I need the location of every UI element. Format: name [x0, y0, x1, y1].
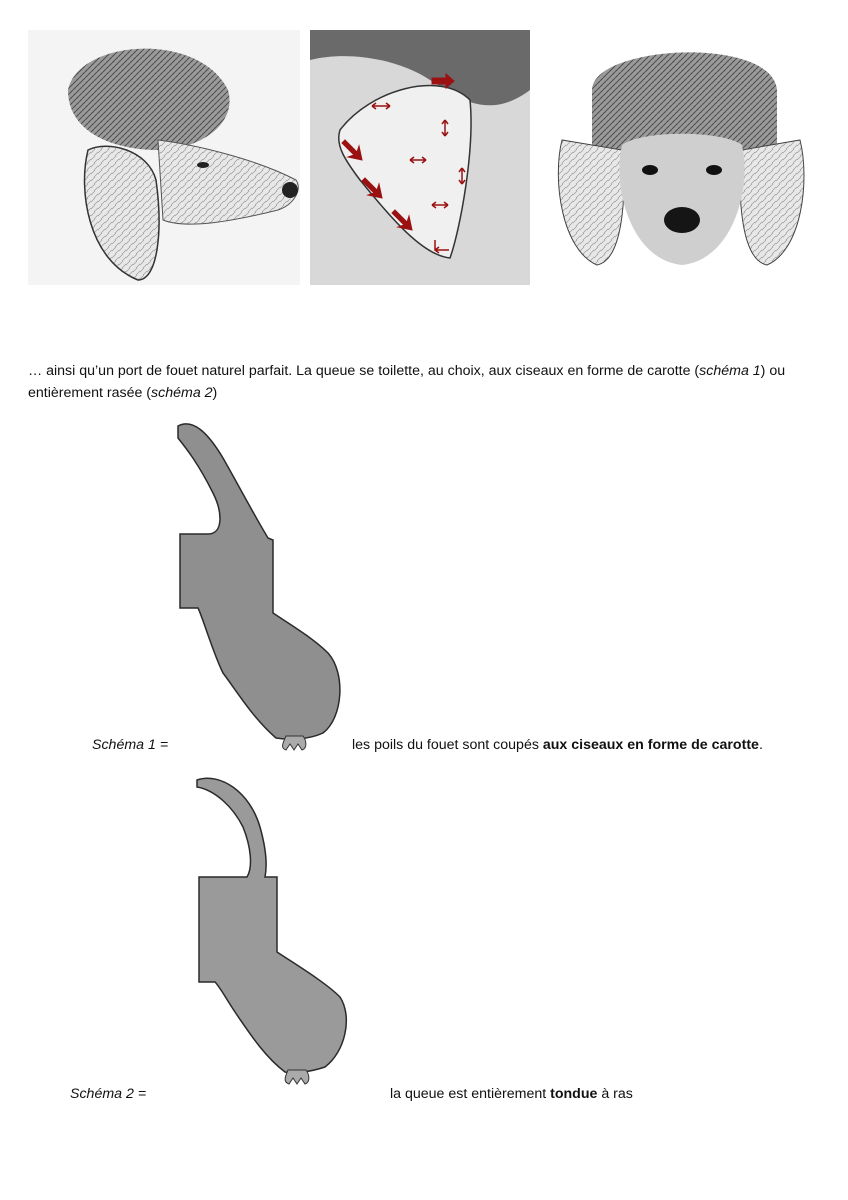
poodle-profile-photo: [28, 30, 300, 285]
poodle-ear-closeup-photo: [310, 30, 530, 285]
carrot-tail-shape: [178, 424, 340, 739]
intro-paragraph: [28, 360, 828, 404]
intro-italic-schema-1: schéma 1: [699, 363, 761, 379]
schema-1-label-text: Schéma 1 =: [92, 737, 169, 753]
intro-text-2: ) ou entièrement rasée (: [28, 363, 786, 401]
schema-1-text-end: .: [758, 737, 763, 753]
poodle-face-illustration: [552, 30, 810, 285]
schema-2-bold: tondue: [550, 1086, 598, 1102]
schema-1-text: les poils du fouet sont coupés: [352, 737, 543, 753]
schema-2-text-end: à ras: [597, 1086, 633, 1102]
poodle-face-photo: [552, 30, 810, 285]
schema-1-description: [352, 737, 763, 753]
schema-2-label-text: Schéma 2 =: [70, 1086, 147, 1102]
schema-2-text: la queue est entièrement: [390, 1086, 551, 1102]
shaved-tail-diagram: [185, 772, 360, 1092]
schema-1-label: [92, 737, 168, 753]
carrot-tail-diagram: [168, 418, 358, 753]
shaved-tail-shape: [197, 778, 346, 1073]
ear-trim-illustration: [310, 30, 530, 285]
intro-text-3: ): [212, 385, 218, 401]
schema-2-label: [70, 1086, 146, 1102]
poodle-profile-illustration: [28, 30, 300, 285]
schema-1-bold: aux ciseaux en forme de carotte: [542, 737, 759, 753]
carrot-tail-paw: [283, 736, 306, 750]
intro-text-1: … ainsi qu’un port de fouet naturel parfait. La queue se toilette, au choix, aux ciseaux en forme de carotte (: [28, 363, 700, 379]
shaved-tail-paw: [285, 1070, 309, 1084]
intro-italic-schema-2: schéma 2: [151, 385, 213, 401]
schema-2-description: [390, 1086, 633, 1102]
